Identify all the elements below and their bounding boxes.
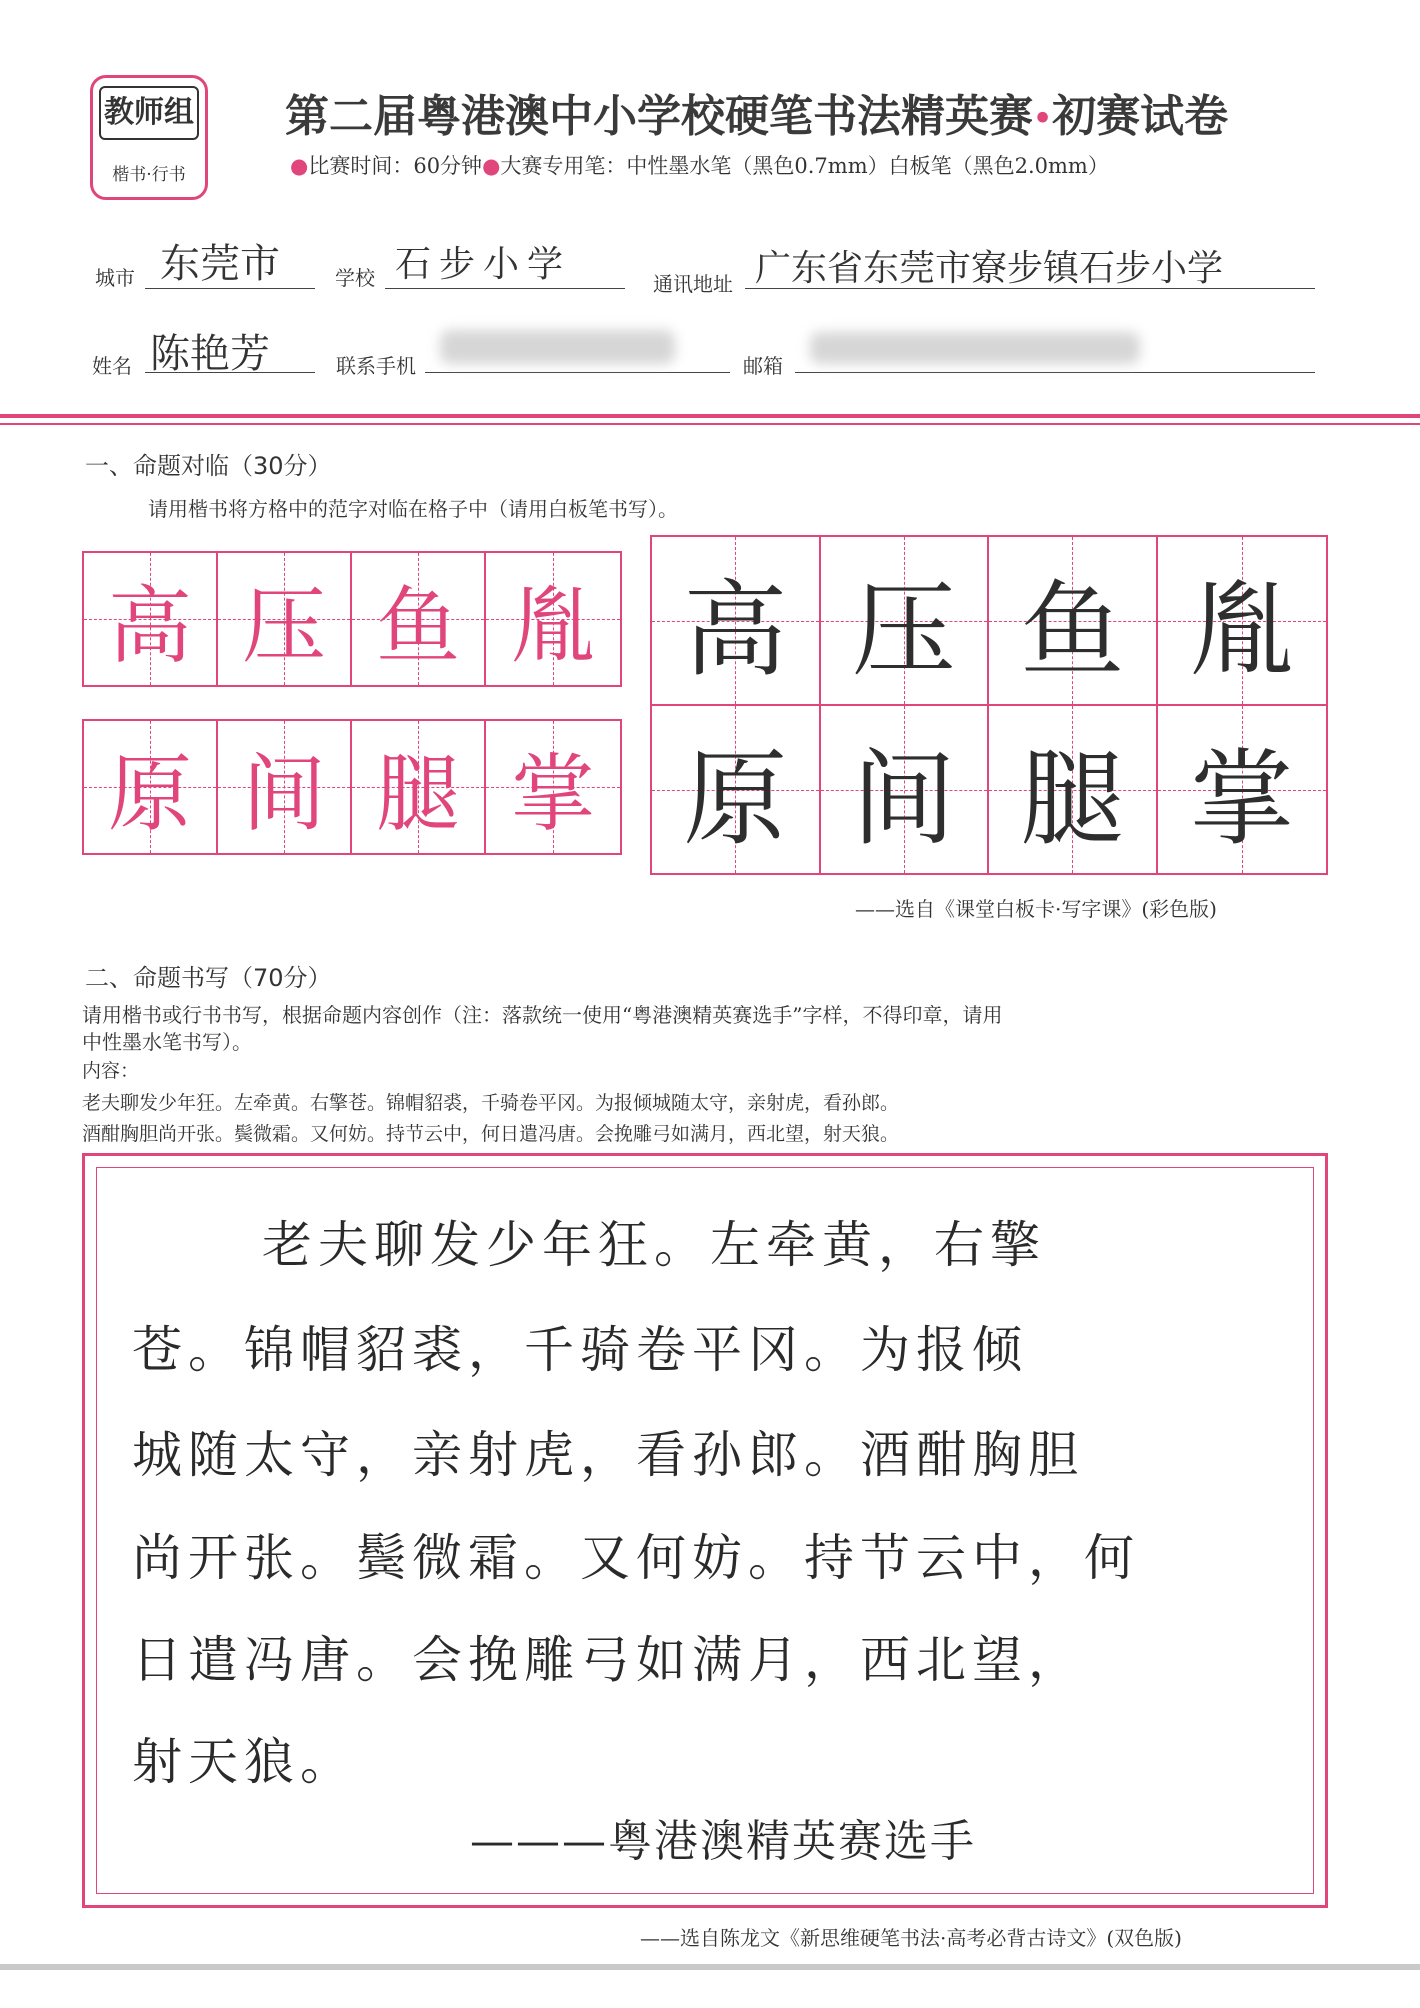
title-main: 第二届粤港澳中小学校硬笔书法精英赛 — [285, 91, 1033, 142]
written-line: 老夫聊发少年狂。左牵黄，右擎 — [262, 1216, 1046, 1274]
grid-cell — [1158, 537, 1326, 704]
model-char: 间 — [241, 744, 326, 843]
grid-cell — [218, 553, 352, 685]
copy-grid-row1[interactable] — [650, 535, 1328, 705]
address-value[interactable]: 广东省东莞市寮步镇石步小学 — [755, 248, 1224, 289]
written-line: 射天狼。 — [132, 1733, 356, 1791]
grid-cell — [352, 721, 486, 853]
email-redacted[interactable] — [810, 332, 1140, 364]
name-label: 姓名 — [92, 354, 132, 378]
subtitle-pens: 大赛专用笔：中性墨水笔（黑色0.7mm）白板笔（黑色2.0mm） — [500, 154, 1109, 178]
model-char: 高 — [107, 576, 192, 675]
section2-source: ——选自陈龙文《新思维硬笔书法·高考必背古诗文》(双色版) — [640, 1926, 1182, 1950]
grid-cell — [989, 706, 1158, 873]
section1-instruction: 请用楷书将方格中的范字对临在格子中（请用白板笔书写）。 — [148, 497, 678, 521]
grid-cell — [352, 553, 486, 685]
model-char: 胤 — [510, 576, 595, 675]
section1-title: 一、命题对临（30分） — [85, 452, 332, 480]
model-grid-row2 — [82, 719, 622, 855]
subtitle-time: 比赛时间：60分钟 — [308, 154, 483, 178]
bullet-dot: ● — [290, 154, 309, 178]
content-line-1: 老夫聊发少年狂。左牵黄。右擎苍。锦帽貂裘，千骑卷平冈。为报倾城随太守，亲射虎，看孙郎。 — [82, 1092, 900, 1114]
grid-cell — [218, 721, 352, 853]
badge-title: 教师组 — [99, 86, 199, 140]
copy-grid-row2[interactable] — [650, 705, 1328, 875]
grid-cell — [486, 721, 620, 853]
bullet-dot: ● — [482, 154, 501, 178]
model-char: 压 — [241, 576, 326, 675]
school-underline — [385, 288, 625, 289]
content-label: 内容： — [82, 1060, 140, 1082]
section1-source: ——选自《课堂白板卡·写字课》(彩色版) — [855, 897, 1217, 921]
footer-divider — [0, 1964, 1420, 1970]
copied-char: 掌 — [1189, 737, 1294, 860]
content-line-2: 酒酣胸胆尚开张。鬓微霜。又何妨。持节云中，何日遣冯唐。会挽雕弓如满月，西北望，射天狼。 — [82, 1123, 900, 1145]
phone-label: 联系手机 — [336, 354, 416, 378]
grid-cell — [989, 537, 1158, 704]
city-label: 城市 — [95, 266, 135, 290]
section2-instruction-1: 请用楷书或行书书写，根据命题内容创作（注：落款统一使用“粤港澳精英赛选手”字样，不得印章，请用 — [82, 1003, 1003, 1027]
model-grid-row1 — [82, 551, 622, 687]
grid-cell — [821, 537, 990, 704]
subtitle — [290, 150, 1109, 180]
city-value[interactable]: 东莞市 — [160, 241, 280, 287]
email-underline — [795, 372, 1315, 373]
copied-char: 原 — [683, 737, 788, 860]
model-char: 鱼 — [375, 576, 460, 675]
section2-title: 二、命题书写（70分） — [85, 964, 332, 992]
model-char: 掌 — [510, 744, 595, 843]
title-suffix: 初赛试卷 — [1052, 91, 1229, 142]
grid-cell — [652, 706, 821, 873]
school-label: 学校 — [335, 266, 375, 290]
grid-cell — [84, 721, 218, 853]
grid-cell — [84, 553, 218, 685]
signature: ———粤港澳精英赛选手 — [470, 1816, 976, 1867]
divider — [0, 414, 1420, 418]
group-badge — [90, 75, 208, 200]
copied-char: 高 — [683, 568, 788, 691]
email-label: 邮箱 — [743, 354, 783, 378]
divider — [0, 423, 1420, 425]
model-char: 腿 — [375, 744, 460, 843]
written-line: 日遣冯唐。会挽雕弓如满月，西北望， — [132, 1631, 1084, 1689]
copied-char: 鱼 — [1020, 568, 1125, 691]
written-line: 尚开张。鬓微霜。又何妨。持节云中，何 — [132, 1529, 1140, 1587]
school-value[interactable]: 石步小学 — [395, 244, 572, 285]
grid-cell — [821, 706, 990, 873]
phone-redacted[interactable] — [440, 330, 675, 364]
written-line: 城随太守，亲射虎，看孙郎。酒酣胸胆 — [132, 1426, 1084, 1484]
name-value[interactable]: 陈艳芳 — [150, 331, 270, 377]
copied-char: 腿 — [1020, 737, 1125, 860]
phone-underline — [425, 372, 730, 373]
title-dot: • — [1033, 101, 1053, 137]
copied-char: 间 — [851, 737, 956, 860]
copied-char: 胤 — [1189, 568, 1294, 691]
badge-subtitle: 楷书·行书 — [112, 165, 186, 185]
copied-char: 压 — [851, 568, 956, 691]
address-label: 通讯地址 — [653, 272, 733, 296]
grid-cell — [1158, 706, 1326, 873]
section2-instruction-2: 中性墨水笔书写）。 — [82, 1030, 252, 1054]
model-char: 原 — [107, 744, 192, 843]
written-line: 苍。锦帽貂裘，千骑卷平冈。为报倾 — [132, 1321, 1028, 1379]
grid-cell — [486, 553, 620, 685]
grid-cell — [652, 537, 821, 704]
page-title — [285, 80, 1228, 144]
